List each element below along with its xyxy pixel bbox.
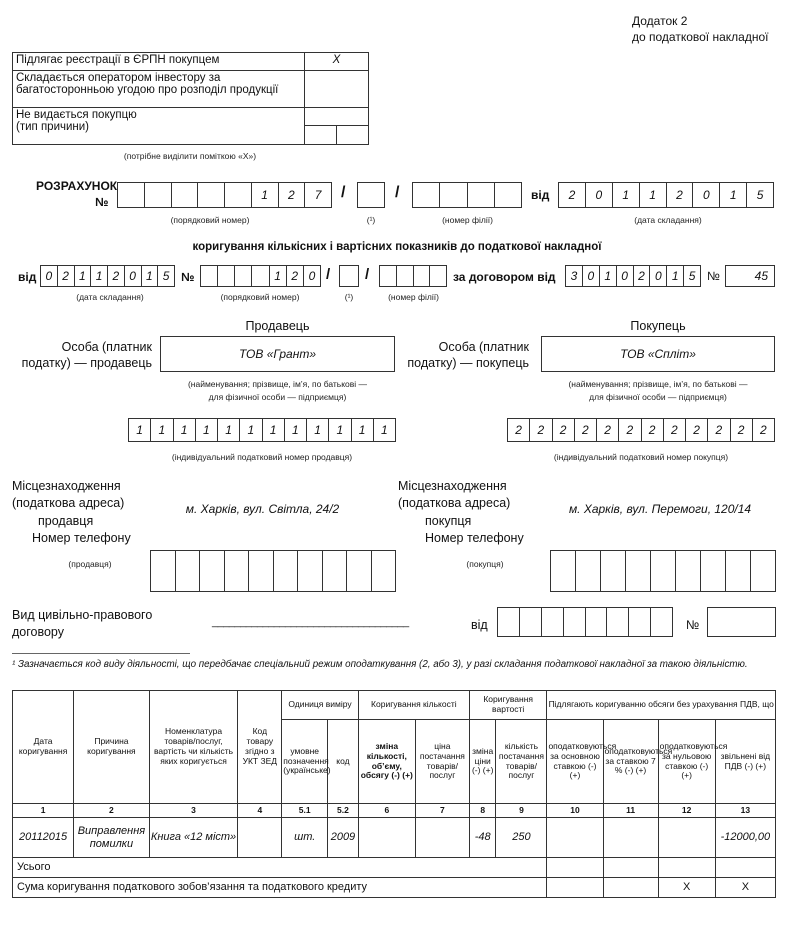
calc-number-cell-5[interactable]	[225, 183, 252, 207]
seller-name-caption-1: (найменування; прізвище, ім’я, по батькові —	[187, 379, 368, 389]
total-basic[interactable]	[547, 858, 603, 878]
buyer-label-2: податку) — покупець	[407, 356, 529, 370]
seller-phone-cell-1[interactable]	[151, 551, 176, 591]
contract-date-cell-5[interactable]: 2	[634, 266, 651, 286]
contract-type-date-cell-3[interactable]	[542, 608, 564, 636]
column-number: 12	[658, 804, 715, 818]
cell-unit-code[interactable]: 2009	[328, 818, 359, 858]
footnote: ¹ Зазначається код виду діяльності, що передбачає спеціальний режим оподаткування (2, або 3), у разі складання податкової накладної за такою діяльністю.	[12, 659, 748, 670]
ref-branch-cell-2[interactable]	[397, 266, 414, 286]
total-label: Усього	[13, 858, 547, 878]
cell-zero[interactable]	[658, 818, 715, 858]
calc-num-caption: (порядковий номер)	[170, 215, 250, 225]
contract-date-cells[interactable]	[565, 265, 701, 287]
sum-label: Сума коригування податкового зобов’язання та податкового кредиту	[13, 878, 547, 898]
th-vat-free: звільнені від ПДВ (-) (+)	[715, 720, 775, 804]
seller-name-caption-2: для фізичної особи — підприємця)	[208, 392, 347, 402]
total-v7[interactable]	[603, 858, 658, 878]
mark-note: (потрібне виділити поміткою «Х»)	[123, 151, 257, 161]
buyer-ipn-cell-6[interactable]: 2	[619, 419, 641, 441]
buyer-ipn-cell-8[interactable]: 2	[664, 419, 686, 441]
calc-branch-cell-3[interactable]	[468, 183, 495, 207]
th-cost: Коригування вартості	[469, 691, 547, 720]
column-number: 5.1	[282, 804, 328, 818]
ref-activity-code[interactable]	[339, 265, 359, 287]
row-not-issued	[13, 108, 305, 145]
buyer-addr-label-2: (податкова адреса)	[398, 496, 511, 510]
calc-branch-cells[interactable]	[412, 182, 522, 208]
seller-ipn-cell-4[interactable]: 1	[196, 419, 218, 441]
column-number: 3	[149, 804, 238, 818]
ref-date-cell-7[interactable]: 1	[142, 266, 159, 286]
calc-date-cell-1[interactable]: 2	[559, 183, 586, 207]
th-qty-change: зміна кількості, об’єму, обсягу (-) (+)	[358, 720, 415, 804]
correction-table	[12, 690, 776, 898]
seller-ipn-cell-1[interactable]: 1	[129, 419, 151, 441]
th-qty: Коригування кількості	[358, 691, 469, 720]
calc-title: РОЗРАХУНОК	[36, 179, 118, 193]
seller-label-1: Особа (платник	[61, 340, 152, 354]
cell-basic[interactable]	[547, 818, 603, 858]
seller-phone-cell-5[interactable]	[249, 551, 274, 591]
ref-branch-cell-3[interactable]	[414, 266, 431, 286]
column-number: 13	[715, 804, 775, 818]
column-number: 2	[74, 804, 149, 818]
reason-type-label: (тип причини)	[16, 121, 90, 133]
seller-name-field[interactable]: ТОВ «Грант»	[160, 336, 395, 372]
calc-date-cell-2[interactable]: 0	[586, 183, 613, 207]
seller-phone-cell-9[interactable]	[347, 551, 372, 591]
seller-ipn-cell-10[interactable]: 1	[329, 419, 351, 441]
ref-date-cell-5[interactable]: 2	[108, 266, 125, 286]
ref-branch-cell-4[interactable]	[430, 266, 446, 286]
reason-type-cell-2[interactable]	[337, 126, 369, 145]
buyer-phone-cell-6[interactable]	[676, 551, 701, 591]
subtitle: коригування кількісних і вартісних показників до податкової накладної	[192, 241, 602, 253]
ref-number-cell-6[interactable]: 2	[287, 266, 304, 286]
cell-free[interactable]: -12000,00	[715, 818, 775, 858]
cell-date[interactable]: 20112015	[13, 818, 74, 858]
contract-from-label: від	[471, 618, 488, 632]
cell-qty2[interactable]: 250	[496, 818, 547, 858]
seller-ipn-cell-6[interactable]: 1	[240, 419, 262, 441]
ref-num-caption: (порядковий номер)	[220, 292, 300, 302]
buyer-ipn-cell-5[interactable]: 2	[597, 419, 619, 441]
ref-number-cell-1[interactable]	[201, 266, 218, 286]
th-code: Код товару згідно з УКТ ЗЕД	[238, 691, 282, 804]
buyer-ipn-cell-7[interactable]: 2	[642, 419, 664, 441]
calc-branch-caption: (номер філії)	[442, 215, 493, 225]
column-number: 9	[496, 804, 547, 818]
ref-branch-cells[interactable]	[379, 265, 447, 287]
contract-type-date-cells[interactable]	[497, 607, 673, 637]
seller-phone-cell-6[interactable]	[274, 551, 299, 591]
ref-date-cell-3[interactable]: 1	[75, 266, 92, 286]
seller-phone-cell-7[interactable]	[298, 551, 323, 591]
calc-branch-cell-1[interactable]	[413, 183, 440, 207]
buyer-ipn-caption: (індивідуальний податковий номер покупця)	[553, 452, 729, 462]
buyer-phone-cell-4[interactable]	[626, 551, 651, 591]
ref-fn-caption: (¹)	[344, 292, 354, 302]
th-vat-7: оподатковуються за ставкою 7 % (-) (+)	[603, 720, 658, 804]
seller-phone-caption: (продавця)	[68, 559, 112, 569]
buyer-ipn-cell-3[interactable]: 2	[553, 419, 575, 441]
column-number: 11	[603, 804, 658, 818]
th-unit-code: код	[328, 720, 359, 804]
buyer-label-1: Особа (платник	[438, 340, 529, 354]
cell-code[interactable]	[238, 818, 282, 858]
row-operator-label: Складається оператором інвестору за багатосторонньою угодою про розподіл продукції	[13, 71, 305, 108]
total-free[interactable]	[715, 858, 775, 878]
th-reason: Причина коригування	[74, 691, 149, 804]
cell-v7[interactable]	[603, 818, 658, 858]
total-row	[13, 858, 776, 878]
buyer-name-caption-1: (найменування; прізвище, ім’я, по батькові —	[568, 379, 748, 389]
contract-type-date-cell-2[interactable]	[520, 608, 542, 636]
th-cost-qty: кількість постачання товарів/ послуг	[496, 720, 547, 804]
calc-number-cell-4[interactable]	[198, 183, 225, 207]
ref-number-cell-5[interactable]: 1	[270, 266, 287, 286]
buyer-name-caption-2: для фізичної особи — підприємця)	[589, 392, 727, 402]
calc-number-cell-3[interactable]	[172, 183, 199, 207]
th-vat-basic: оподатковуються за основною ставкою (-) (+)	[547, 720, 603, 804]
cell-qty[interactable]	[358, 818, 415, 858]
calc-number-cell-7[interactable]: 2	[279, 183, 306, 207]
seller-ipn-caption: (індивідуальний податковий номер продавця)	[171, 452, 353, 462]
contract-type-date-cell-6[interactable]	[607, 608, 629, 636]
contract-date-cell-1[interactable]: 3	[566, 266, 583, 286]
sum-zero: Х	[658, 878, 715, 898]
seller-addr-label-2: (податкова адреса)	[12, 496, 125, 510]
cell-reason[interactable]: Виправлення помилки	[74, 818, 149, 858]
ref-date-cells[interactable]	[40, 265, 175, 287]
calc-no-label: №	[95, 195, 109, 209]
buyer-ipn-cells[interactable]	[507, 418, 775, 442]
column-number-row	[13, 804, 776, 818]
seller-address: м. Харків, вул. Світла, 24/2	[185, 502, 340, 516]
calc-branch-cell-2[interactable]	[440, 183, 467, 207]
contract-date-cell-7[interactable]: 1	[667, 266, 684, 286]
buyer-phone-cell-1[interactable]	[551, 551, 576, 591]
calc-date-cell-5[interactable]: 2	[667, 183, 694, 207]
th-date: Дата коригування	[13, 691, 74, 804]
calc-date-cell-4[interactable]: 1	[640, 183, 667, 207]
ref-slash-2: /	[365, 266, 370, 283]
calc-date-cell-6[interactable]: 0	[693, 183, 720, 207]
seller-ipn-cell-8[interactable]: 1	[285, 419, 307, 441]
buyer-phone-cell-8[interactable]	[726, 551, 751, 591]
cell-unit[interactable]: шт.	[282, 818, 328, 858]
calc-fn-caption: (¹)	[366, 215, 376, 225]
seller-label-2: податку) — продавець	[21, 356, 152, 370]
column-number: 7	[415, 804, 469, 818]
calc-number-cell-1[interactable]	[118, 183, 145, 207]
total-zero[interactable]	[658, 858, 715, 878]
seller-phone-cell-4[interactable]	[225, 551, 250, 591]
th-qty-price: ціна постачання товарів/ послуг	[415, 720, 469, 804]
calc-date-cells[interactable]	[558, 182, 774, 208]
column-number: 8	[469, 804, 496, 818]
contract-date-cell-8[interactable]: 5	[688, 269, 696, 283]
buyer-phone-cell-2[interactable]	[576, 551, 601, 591]
seller-ipn-cell-7[interactable]: 1	[263, 419, 285, 441]
seller-phone-cell-8[interactable]	[323, 551, 348, 591]
calc-number-cell-8[interactable]: 7	[314, 188, 322, 202]
table-row	[13, 818, 776, 858]
th-unit: Одиниця виміру	[282, 691, 359, 720]
contract-type-date-cell-4[interactable]	[564, 608, 586, 636]
seller-phone-label: Номер телефону	[32, 531, 131, 545]
ref-date-caption: (дата складання)	[76, 292, 144, 302]
seller-addr-label-3: продавця	[38, 514, 94, 528]
column-number: 1	[13, 804, 74, 818]
cell-item[interactable]: Книга «12 міст»	[149, 818, 238, 858]
sum-v7[interactable]	[603, 878, 658, 898]
ref-date-cell-1[interactable]: 0	[41, 266, 58, 286]
calc-date-cell-3[interactable]: 1	[613, 183, 640, 207]
registration-table	[12, 52, 369, 145]
calc-number-cells[interactable]	[117, 182, 332, 208]
contract-date-cell-4[interactable]: 0	[617, 266, 634, 286]
contract-date-cell-6[interactable]: 0	[650, 266, 667, 286]
contract-no-label: №	[707, 269, 720, 283]
buyer-phone-cell-3[interactable]	[601, 551, 626, 591]
seller-phone-cells[interactable]	[150, 550, 396, 592]
seller-ipn-cell-3[interactable]: 1	[174, 419, 196, 441]
contract-type-date-cell-5[interactable]	[586, 608, 608, 636]
buyer-ipn-cell-11[interactable]: 2	[731, 419, 753, 441]
contract-no-value[interactable]: 45	[725, 265, 775, 287]
sum-free: Х	[715, 878, 775, 898]
seller-phone-cell-10[interactable]	[372, 551, 396, 591]
buyer-heading: Покупець	[630, 319, 686, 333]
ref-branch-caption: (номер філії)	[388, 292, 439, 302]
buyer-name-field[interactable]: ТОВ «Спліт»	[541, 336, 775, 372]
seller-ipn-cell-12[interactable]: 1	[381, 423, 388, 437]
column-number: 5.2	[328, 804, 359, 818]
reason-type-cell-1[interactable]	[305, 126, 337, 145]
calc-date-cell-7[interactable]: 1	[720, 183, 747, 207]
buyer-phone-cells[interactable]	[550, 550, 776, 592]
buyer-phone-cell-7[interactable]	[701, 551, 726, 591]
seller-ipn-cell-11[interactable]: 1	[352, 419, 374, 441]
ref-date-cell-2[interactable]: 2	[58, 266, 75, 286]
ref-date-cell-8[interactable]: 5	[162, 269, 170, 283]
ref-branch-cell-1[interactable]	[380, 266, 397, 286]
seller-addr-label-1: Місцезнаходження	[12, 479, 121, 493]
seller-heading: Продавець	[245, 319, 310, 333]
buyer-ipn-cell-4[interactable]: 2	[575, 419, 597, 441]
buyer-address: м. Харків, вул. Перемоги, 120/14	[568, 502, 752, 516]
ref-no-label: №	[181, 270, 195, 284]
appendix-line1: Додаток 2	[632, 14, 688, 28]
seller-ipn-cells[interactable]	[128, 418, 396, 442]
column-number: 10	[547, 804, 603, 818]
contract-type-date-cell-7[interactable]	[629, 608, 651, 636]
contract-date-cell-2[interactable]: 0	[583, 266, 600, 286]
ref-number-cells[interactable]	[200, 265, 321, 287]
operator-mark[interactable]	[305, 71, 369, 108]
seller-ipn-cell-2[interactable]: 1	[151, 419, 173, 441]
th-cost-price: зміна ціни (-) (+)	[469, 720, 496, 804]
buyer-ipn-cell-12[interactable]: 2	[760, 423, 767, 437]
ref-slash-1: /	[326, 266, 331, 283]
cell-price[interactable]	[415, 818, 469, 858]
column-number: 6	[358, 804, 415, 818]
buyer-ipn-cell-1[interactable]: 2	[508, 419, 530, 441]
appendix-line2: до податкової накладної	[632, 30, 769, 44]
ref-number-cell-3[interactable]	[235, 266, 252, 286]
buyer-addr-label-3: покупця	[425, 514, 472, 528]
sum-basic[interactable]	[547, 878, 603, 898]
buyer-phone-cell-5[interactable]	[651, 551, 676, 591]
th-nomenclature: Номенклатура товарів/послуг, вартість чи кількість яких коригується	[149, 691, 238, 804]
calc-date-cell-8[interactable]: 5	[756, 188, 764, 202]
th-unit-name: умовне позначення (українське)	[282, 720, 328, 804]
buyer-ipn-cell-9[interactable]: 2	[686, 419, 708, 441]
th-vat-zero: оподатковуються за нульовою ставкою (-) (+)	[658, 720, 715, 804]
contract-type-date-cell-1[interactable]	[498, 608, 520, 636]
th-vat: Підлягають коригуванню обсяги без урахування ПДВ, що	[547, 691, 776, 720]
contract-no-label-2: №	[686, 618, 700, 632]
seller-ipn-cell-9[interactable]: 1	[307, 419, 329, 441]
calc-activity-code[interactable]	[357, 182, 385, 208]
calc-date-label: від	[531, 188, 550, 202]
calc-number-cell-2[interactable]	[145, 183, 172, 207]
contract-date-cell-3[interactable]: 1	[600, 266, 617, 286]
not-issued-mark[interactable]	[305, 108, 369, 126]
column-number: 4	[238, 804, 282, 818]
slash-2: /	[395, 184, 400, 201]
contract-date-label: за договором від	[453, 270, 556, 284]
buyer-addr-label-1: Місцезнаходження	[398, 479, 507, 493]
ref-from-label: від	[18, 270, 37, 284]
buyer-ipn-cell-2[interactable]: 2	[530, 419, 552, 441]
register-mark[interactable]: X	[305, 53, 369, 71]
cell-price-change[interactable]: -48	[469, 818, 496, 858]
contract-no-field[interactable]	[707, 607, 776, 637]
ref-date-cell-6[interactable]: 0	[125, 266, 142, 286]
row-register-label: Підлягає реєстрації в ЄРПН покупцем	[13, 53, 305, 71]
contract-type-label-1: Вид цивільно-правового	[12, 608, 153, 622]
sum-row	[13, 878, 776, 898]
buyer-ipn-cell-10[interactable]: 2	[708, 419, 730, 441]
footnote-divider	[12, 653, 190, 654]
ref-number-cell-4[interactable]	[252, 266, 269, 286]
calc-date-caption: (дата складання)	[634, 215, 702, 225]
buyer-phone-cell-9[interactable]	[751, 551, 775, 591]
buyer-phone-caption: (покупця)	[466, 559, 504, 569]
not-issued-label: Не видається покупцю	[16, 109, 137, 121]
contract-type-label-2: договору	[12, 625, 64, 639]
slash-1: /	[341, 184, 346, 201]
calc-number-cell-6[interactable]: 1	[252, 183, 279, 207]
contract-type-field[interactable]: ___________________________________	[212, 616, 409, 628]
ref-number-cell-2[interactable]	[218, 266, 235, 286]
calc-branch-cell-4[interactable]	[495, 183, 521, 207]
ref-number-cell-7[interactable]: 0	[308, 269, 316, 283]
buyer-phone-label: Номер телефону	[425, 531, 524, 545]
ref-date-cell-4[interactable]: 1	[91, 266, 108, 286]
seller-phone-cell-3[interactable]	[200, 551, 225, 591]
seller-ipn-cell-5[interactable]: 1	[218, 419, 240, 441]
seller-phone-cell-2[interactable]	[176, 551, 201, 591]
contract-type-date-cell-8[interactable]	[651, 608, 672, 636]
